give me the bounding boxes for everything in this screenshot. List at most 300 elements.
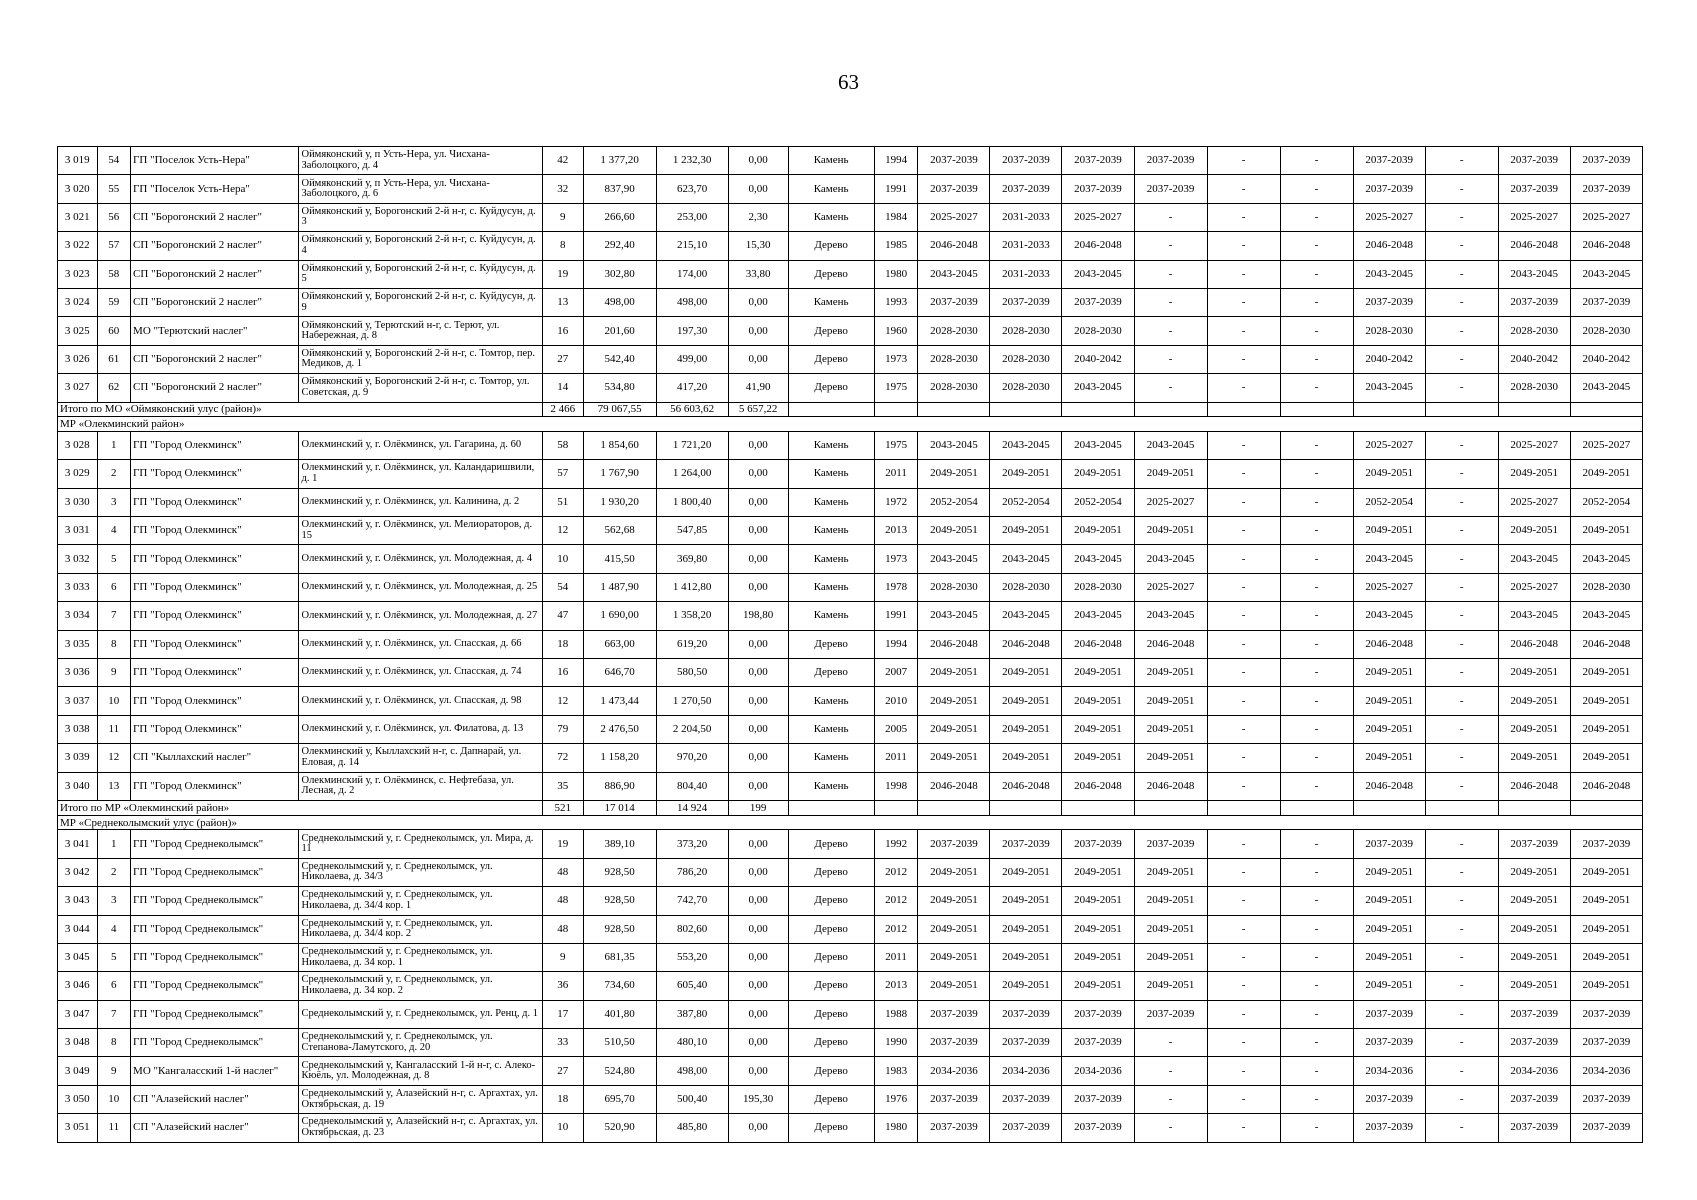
- repair-sewerage-cell: 2049-2051: [1353, 460, 1425, 488]
- nonresidential-area-cell: 198,80: [728, 602, 788, 630]
- record-number-cell: 3 027: [58, 374, 98, 402]
- repair-gas-cell: -: [1425, 772, 1498, 800]
- repair-foundation-cell: 2028-2030: [1062, 317, 1134, 345]
- repair-roof-cell: 2037-2039: [918, 288, 990, 316]
- build-year-cell: 2007: [874, 659, 918, 687]
- nonresidential-area-cell: 0,00: [728, 687, 788, 715]
- residents-cell: 42: [543, 147, 584, 175]
- table-row: [58, 1029, 1643, 1057]
- repair-heating-cell: 2049-2051: [1134, 943, 1207, 971]
- repair-electric-cell: 2049-2051: [1498, 659, 1570, 687]
- repair-basement-cell: 2037-2039: [1570, 288, 1642, 316]
- repair-cold-water-cell: -: [1280, 915, 1353, 943]
- record-number-cell: 3 022: [58, 232, 98, 260]
- repair-cold-water-cell: -: [1280, 317, 1353, 345]
- repair-hot-water-cell: -: [1207, 1029, 1280, 1057]
- repair-roof-cell: 2049-2051: [918, 943, 990, 971]
- repair-facade-cell: 2049-2051: [990, 659, 1062, 687]
- repair-facade-cell: 2037-2039: [990, 288, 1062, 316]
- record-number-cell: 3 033: [58, 573, 98, 601]
- empty-cell: [1207, 800, 1280, 815]
- record-number-cell: 3 032: [58, 545, 98, 573]
- row-number-cell: 3: [97, 488, 130, 516]
- repair-cold-water-cell: -: [1280, 203, 1353, 231]
- repair-heating-cell: -: [1134, 1114, 1207, 1142]
- repair-hot-water-cell: -: [1207, 175, 1280, 203]
- repair-foundation-cell: 2037-2039: [1062, 147, 1134, 175]
- repair-roof-cell: 2028-2030: [918, 374, 990, 402]
- living-area-cell: 1 358,20: [656, 602, 728, 630]
- repair-hot-water-cell: -: [1207, 915, 1280, 943]
- repair-basement-cell: 2043-2045: [1570, 602, 1642, 630]
- residents-cell: 9: [543, 203, 584, 231]
- record-number-cell: 3 036: [58, 659, 98, 687]
- wall-material-cell: Камень: [788, 460, 874, 488]
- repair-electric-cell: 2049-2051: [1498, 460, 1570, 488]
- wall-material-cell: Камень: [788, 687, 874, 715]
- repair-facade-cell: 2049-2051: [990, 887, 1062, 915]
- living-area-cell: 1 270,50: [656, 687, 728, 715]
- repair-cold-water-cell: -: [1280, 687, 1353, 715]
- repair-foundation-cell: 2037-2039: [1062, 1000, 1134, 1028]
- repair-sewerage-cell: 2025-2027: [1353, 431, 1425, 459]
- repair-roof-cell: 2049-2051: [918, 972, 990, 1000]
- address-cell: Олекминский у, г. Олёкминск, ул. Калинина, д. 2: [299, 488, 543, 516]
- repair-gas-cell: -: [1425, 744, 1498, 772]
- living-area-cell: 804,40: [656, 772, 728, 800]
- row-number-cell: 59: [97, 288, 130, 316]
- build-year-cell: 1990: [874, 1029, 918, 1057]
- repair-sewerage-cell: 2046-2048: [1353, 232, 1425, 260]
- repair-roof-cell: 2043-2045: [918, 260, 990, 288]
- total-area-cell: 498,00: [583, 288, 656, 316]
- repair-facade-cell: 2031-2033: [990, 203, 1062, 231]
- repair-hot-water-cell: -: [1207, 317, 1280, 345]
- row-number-cell: 7: [97, 1000, 130, 1028]
- repair-sewerage-cell: 2037-2039: [1353, 830, 1425, 858]
- repair-foundation-cell: 2046-2048: [1062, 630, 1134, 658]
- municipality-cell: ГП "Поселок Усть-Нера": [131, 175, 299, 203]
- address-cell: Олекминский у, г. Олёкминск, ул. Молодежная, д. 27: [299, 602, 543, 630]
- repair-cold-water-cell: -: [1280, 772, 1353, 800]
- row-number-cell: 10: [97, 687, 130, 715]
- repair-hot-water-cell: -: [1207, 288, 1280, 316]
- total-value: 521: [543, 800, 584, 815]
- living-area-cell: 623,70: [656, 175, 728, 203]
- repair-hot-water-cell: -: [1207, 630, 1280, 658]
- living-area-cell: 619,20: [656, 630, 728, 658]
- repair-foundation-cell: 2046-2048: [1062, 232, 1134, 260]
- repair-electric-cell: 2037-2039: [1498, 1029, 1570, 1057]
- repair-cold-water-cell: -: [1280, 1114, 1353, 1142]
- empty-cell: [1425, 800, 1498, 815]
- repair-cold-water-cell: -: [1280, 630, 1353, 658]
- total-area-cell: 510,50: [583, 1029, 656, 1057]
- repair-sewerage-cell: 2040-2042: [1353, 345, 1425, 373]
- municipality-cell: СП "Борогонский 2 наслег": [131, 232, 299, 260]
- repair-hot-water-cell: -: [1207, 517, 1280, 545]
- address-cell: Оймяконский у, п Усть-Нера, ул. Чисхана-Заболоцкого, д. 6: [299, 175, 543, 203]
- repair-gas-cell: -: [1425, 972, 1498, 1000]
- repair-facade-cell: 2028-2030: [990, 374, 1062, 402]
- repair-facade-cell: 2037-2039: [990, 175, 1062, 203]
- repair-roof-cell: 2043-2045: [918, 545, 990, 573]
- record-number-cell: 3 040: [58, 772, 98, 800]
- residents-cell: 12: [543, 517, 584, 545]
- wall-material-cell: Дерево: [788, 260, 874, 288]
- repair-cold-water-cell: -: [1280, 1000, 1353, 1028]
- repair-facade-cell: 2046-2048: [990, 630, 1062, 658]
- repair-basement-cell: 2037-2039: [1570, 1114, 1642, 1142]
- total-area-cell: 734,60: [583, 972, 656, 1000]
- address-cell: Среднеколымский у, Алазейский н-г, с. Аргахтах, ул. Октябрьская, д. 19: [299, 1085, 543, 1113]
- build-year-cell: 1975: [874, 431, 918, 459]
- address-cell: Оймяконский у, Борогонский 2-й н-г, с. Куйдусун, д. 5: [299, 260, 543, 288]
- wall-material-cell: Камень: [788, 175, 874, 203]
- repair-heating-cell: -: [1134, 317, 1207, 345]
- empty-cell: [1570, 402, 1642, 417]
- repair-electric-cell: 2037-2039: [1498, 1114, 1570, 1142]
- repair-basement-cell: 2049-2051: [1570, 858, 1642, 886]
- repair-heating-cell: 2025-2027: [1134, 488, 1207, 516]
- record-number-cell: 3 023: [58, 260, 98, 288]
- table-row: [58, 1085, 1643, 1113]
- living-area-cell: 786,20: [656, 858, 728, 886]
- repair-basement-cell: 2049-2051: [1570, 887, 1642, 915]
- municipality-cell: СП "Алазейский наслег": [131, 1085, 299, 1113]
- repair-basement-cell: 2037-2039: [1570, 1085, 1642, 1113]
- repair-heating-cell: -: [1134, 232, 1207, 260]
- repair-foundation-cell: 2028-2030: [1062, 573, 1134, 601]
- repair-basement-cell: 2049-2051: [1570, 744, 1642, 772]
- empty-cell: [788, 800, 874, 815]
- living-area-cell: 499,00: [656, 345, 728, 373]
- nonresidential-area-cell: 0,00: [728, 345, 788, 373]
- nonresidential-area-cell: 0,00: [728, 431, 788, 459]
- repair-facade-cell: 2031-2033: [990, 232, 1062, 260]
- residents-cell: 48: [543, 887, 584, 915]
- empty-cell: [990, 402, 1062, 417]
- repair-gas-cell: -: [1425, 232, 1498, 260]
- municipality-cell: ГП "Город Олекминск": [131, 659, 299, 687]
- total-area-cell: 201,60: [583, 317, 656, 345]
- row-number-cell: 12: [97, 744, 130, 772]
- table-row: [58, 460, 1643, 488]
- repair-heating-cell: -: [1134, 1057, 1207, 1085]
- repair-electric-cell: 2049-2051: [1498, 715, 1570, 743]
- nonresidential-area-cell: 15,30: [728, 232, 788, 260]
- repair-foundation-cell: 2049-2051: [1062, 858, 1134, 886]
- repair-gas-cell: -: [1425, 545, 1498, 573]
- residents-cell: 16: [543, 317, 584, 345]
- residents-cell: 8: [543, 232, 584, 260]
- row-number-cell: 6: [97, 573, 130, 601]
- repair-cold-water-cell: -: [1280, 943, 1353, 971]
- repair-cold-water-cell: -: [1280, 830, 1353, 858]
- table-row: [58, 887, 1643, 915]
- repair-foundation-cell: 2043-2045: [1062, 545, 1134, 573]
- empty-cell: [1062, 402, 1134, 417]
- repair-electric-cell: 2037-2039: [1498, 288, 1570, 316]
- row-number-cell: 7: [97, 602, 130, 630]
- repair-electric-cell: 2025-2027: [1498, 573, 1570, 601]
- municipality-cell: СП "Борогонский 2 наслег": [131, 288, 299, 316]
- repair-heating-cell: -: [1134, 260, 1207, 288]
- total-area-cell: 886,90: [583, 772, 656, 800]
- build-year-cell: 1985: [874, 232, 918, 260]
- repair-cold-water-cell: -: [1280, 744, 1353, 772]
- total-area-cell: 1 767,90: [583, 460, 656, 488]
- repair-sewerage-cell: 2037-2039: [1353, 1029, 1425, 1057]
- build-year-cell: 1973: [874, 545, 918, 573]
- repair-roof-cell: 2049-2051: [918, 858, 990, 886]
- record-number-cell: 3 020: [58, 175, 98, 203]
- nonresidential-area-cell: 0,00: [728, 1057, 788, 1085]
- repair-roof-cell: 2046-2048: [918, 630, 990, 658]
- row-number-cell: 2: [97, 858, 130, 886]
- repair-electric-cell: 2049-2051: [1498, 687, 1570, 715]
- repair-basement-cell: 2025-2027: [1570, 203, 1642, 231]
- repair-hot-water-cell: -: [1207, 1057, 1280, 1085]
- repair-electric-cell: 2046-2048: [1498, 630, 1570, 658]
- repair-cold-water-cell: -: [1280, 715, 1353, 743]
- repair-facade-cell: 2049-2051: [990, 715, 1062, 743]
- wall-material-cell: Камень: [788, 431, 874, 459]
- row-number-cell: 11: [97, 715, 130, 743]
- table-row: [58, 488, 1643, 516]
- repair-gas-cell: -: [1425, 1000, 1498, 1028]
- repair-cold-water-cell: -: [1280, 972, 1353, 1000]
- build-year-cell: 2011: [874, 943, 918, 971]
- wall-material-cell: Камень: [788, 602, 874, 630]
- row-number-cell: 62: [97, 374, 130, 402]
- repair-roof-cell: 2049-2051: [918, 687, 990, 715]
- repair-roof-cell: 2052-2054: [918, 488, 990, 516]
- living-area-cell: 174,00: [656, 260, 728, 288]
- nonresidential-area-cell: 0,00: [728, 147, 788, 175]
- repair-electric-cell: 2025-2027: [1498, 431, 1570, 459]
- repair-roof-cell: 2037-2039: [918, 175, 990, 203]
- repair-heating-cell: 2049-2051: [1134, 715, 1207, 743]
- table-row: [58, 175, 1643, 203]
- repair-sewerage-cell: 2046-2048: [1353, 630, 1425, 658]
- repair-basement-cell: 2037-2039: [1570, 830, 1642, 858]
- repair-gas-cell: -: [1425, 1114, 1498, 1142]
- repair-hot-water-cell: -: [1207, 488, 1280, 516]
- residents-cell: 58: [543, 431, 584, 459]
- repair-basement-cell: 2034-2036: [1570, 1057, 1642, 1085]
- table-row: [58, 630, 1643, 658]
- repair-electric-cell: 2028-2030: [1498, 374, 1570, 402]
- repair-foundation-cell: 2049-2051: [1062, 744, 1134, 772]
- repair-electric-cell: 2049-2051: [1498, 943, 1570, 971]
- page-number: 63: [838, 70, 859, 94]
- repair-gas-cell: -: [1425, 488, 1498, 516]
- living-area-cell: 498,00: [656, 288, 728, 316]
- table-row: [58, 203, 1643, 231]
- residents-cell: 12: [543, 687, 584, 715]
- total-area-cell: 837,90: [583, 175, 656, 203]
- repair-facade-cell: 2049-2051: [990, 460, 1062, 488]
- row-number-cell: 10: [97, 1085, 130, 1113]
- repair-electric-cell: 2037-2039: [1498, 1085, 1570, 1113]
- residents-cell: 17: [543, 1000, 584, 1028]
- row-number-cell: 9: [97, 659, 130, 687]
- residents-cell: 32: [543, 175, 584, 203]
- repair-electric-cell: 2025-2027: [1498, 488, 1570, 516]
- row-number-cell: 3: [97, 887, 130, 915]
- wall-material-cell: Дерево: [788, 887, 874, 915]
- nonresidential-area-cell: 33,80: [728, 260, 788, 288]
- repair-gas-cell: -: [1425, 431, 1498, 459]
- repair-basement-cell: 2049-2051: [1570, 687, 1642, 715]
- total-value: 79 067,55: [583, 402, 656, 417]
- address-cell: Оймяконский у, п Усть-Нера, ул. Чисхана-Заболоцкого, д. 4: [299, 147, 543, 175]
- repair-cold-water-cell: -: [1280, 460, 1353, 488]
- build-year-cell: 2012: [874, 887, 918, 915]
- build-year-cell: 1984: [874, 203, 918, 231]
- address-cell: Среднеколымский у, г. Среднеколымск, ул. Николаева, д. 34 кор. 1: [299, 943, 543, 971]
- wall-material-cell: Камень: [788, 517, 874, 545]
- total-area-cell: 695,70: [583, 1085, 656, 1113]
- address-cell: Олекминский у, г. Олёкминск, ул. Спасская, д. 66: [299, 630, 543, 658]
- table-row: [58, 374, 1643, 402]
- repair-electric-cell: 2049-2051: [1498, 858, 1570, 886]
- table-body: [58, 147, 1643, 1143]
- address-cell: Среднеколымский у, г. Среднеколымск, ул. Николаева, д. 34 кор. 2: [299, 972, 543, 1000]
- repair-gas-cell: -: [1425, 374, 1498, 402]
- municipality-cell: ГП "Город Олекминск": [131, 630, 299, 658]
- row-number-cell: 8: [97, 1029, 130, 1057]
- repair-foundation-cell: 2037-2039: [1062, 1114, 1134, 1142]
- repair-cold-water-cell: -: [1280, 887, 1353, 915]
- total-value: 199: [728, 800, 788, 815]
- record-number-cell: 3 046: [58, 972, 98, 1000]
- repair-basement-cell: 2037-2039: [1570, 147, 1642, 175]
- address-cell: Олекминский у, г. Олёкминск, с. Нефтебаза, ул. Лесная, д. 2: [299, 772, 543, 800]
- build-year-cell: 1992: [874, 830, 918, 858]
- build-year-cell: 1972: [874, 488, 918, 516]
- living-area-cell: 547,85: [656, 517, 728, 545]
- table-row: [58, 288, 1643, 316]
- nonresidential-area-cell: 0,00: [728, 943, 788, 971]
- table-row: [58, 317, 1643, 345]
- nonresidential-area-cell: 0,00: [728, 858, 788, 886]
- table-row: [58, 858, 1643, 886]
- repair-gas-cell: -: [1425, 345, 1498, 373]
- residents-cell: 48: [543, 915, 584, 943]
- repair-facade-cell: 2037-2039: [990, 1114, 1062, 1142]
- repair-sewerage-cell: 2037-2039: [1353, 175, 1425, 203]
- total-area-cell: 928,50: [583, 858, 656, 886]
- total-area-cell: 928,50: [583, 887, 656, 915]
- repair-facade-cell: 2031-2033: [990, 260, 1062, 288]
- total-area-cell: 681,35: [583, 943, 656, 971]
- repair-cold-water-cell: -: [1280, 602, 1353, 630]
- address-cell: Среднеколымский у, г. Среднеколымск, ул. Ренц, д. 1: [299, 1000, 543, 1028]
- wall-material-cell: Камень: [788, 147, 874, 175]
- living-area-cell: 485,80: [656, 1114, 728, 1142]
- record-number-cell: 3 019: [58, 147, 98, 175]
- repair-foundation-cell: 2043-2045: [1062, 374, 1134, 402]
- repair-foundation-cell: 2049-2051: [1062, 972, 1134, 1000]
- repair-basement-cell: 2049-2051: [1570, 659, 1642, 687]
- repair-facade-cell: 2034-2036: [990, 1057, 1062, 1085]
- repair-heating-cell: 2049-2051: [1134, 744, 1207, 772]
- repair-roof-cell: 2049-2051: [918, 744, 990, 772]
- record-number-cell: 3 031: [58, 517, 98, 545]
- repair-cold-water-cell: -: [1280, 1057, 1353, 1085]
- total-area-cell: 1 690,00: [583, 602, 656, 630]
- repair-hot-water-cell: -: [1207, 659, 1280, 687]
- nonresidential-area-cell: 0,00: [728, 1000, 788, 1028]
- repair-gas-cell: -: [1425, 203, 1498, 231]
- record-number-cell: 3 030: [58, 488, 98, 516]
- repair-sewerage-cell: 2028-2030: [1353, 317, 1425, 345]
- row-number-cell: 9: [97, 1057, 130, 1085]
- nonresidential-area-cell: 0,00: [728, 972, 788, 1000]
- living-area-cell: 802,60: [656, 915, 728, 943]
- repair-foundation-cell: 2049-2051: [1062, 887, 1134, 915]
- residents-cell: 57: [543, 460, 584, 488]
- total-area-cell: 266,60: [583, 203, 656, 231]
- wall-material-cell: Дерево: [788, 1057, 874, 1085]
- residents-cell: 27: [543, 1057, 584, 1085]
- wall-material-cell: Дерево: [788, 374, 874, 402]
- table-row: [58, 260, 1643, 288]
- table-row: [58, 830, 1643, 858]
- repair-gas-cell: -: [1425, 517, 1498, 545]
- repair-electric-cell: 2034-2036: [1498, 1057, 1570, 1085]
- repair-gas-cell: -: [1425, 630, 1498, 658]
- repair-gas-cell: -: [1425, 1085, 1498, 1113]
- repair-sewerage-cell: 2049-2051: [1353, 887, 1425, 915]
- build-year-cell: 1998: [874, 772, 918, 800]
- total-value: 5 657,22: [728, 402, 788, 417]
- record-number-cell: 3 039: [58, 744, 98, 772]
- repair-foundation-cell: 2049-2051: [1062, 715, 1134, 743]
- repair-sewerage-cell: 2037-2039: [1353, 1114, 1425, 1142]
- row-number-cell: 1: [97, 830, 130, 858]
- repair-electric-cell: 2049-2051: [1498, 744, 1570, 772]
- repair-sewerage-cell: 2043-2045: [1353, 545, 1425, 573]
- repair-sewerage-cell: 2037-2039: [1353, 288, 1425, 316]
- nonresidential-area-cell: 0,00: [728, 915, 788, 943]
- empty-cell: [1498, 402, 1570, 417]
- record-number-cell: 3 048: [58, 1029, 98, 1057]
- repair-facade-cell: 2037-2039: [990, 147, 1062, 175]
- repair-electric-cell: 2043-2045: [1498, 602, 1570, 630]
- table-row: [58, 772, 1643, 800]
- table-row: [58, 659, 1643, 687]
- repair-basement-cell: 2028-2030: [1570, 573, 1642, 601]
- municipality-cell: ГП "Город Среднеколымск": [131, 943, 299, 971]
- repair-hot-water-cell: -: [1207, 345, 1280, 373]
- repair-sewerage-cell: 2037-2039: [1353, 147, 1425, 175]
- repair-foundation-cell: 2043-2045: [1062, 602, 1134, 630]
- record-number-cell: 3 044: [58, 915, 98, 943]
- repair-electric-cell: 2037-2039: [1498, 1000, 1570, 1028]
- repair-foundation-cell: 2034-2036: [1062, 1057, 1134, 1085]
- repair-heating-cell: 2046-2048: [1134, 772, 1207, 800]
- municipality-cell: ГП "Город Среднеколымск": [131, 858, 299, 886]
- build-year-cell: 2013: [874, 517, 918, 545]
- repair-hot-water-cell: -: [1207, 460, 1280, 488]
- record-number-cell: 3 026: [58, 345, 98, 373]
- repair-sewerage-cell: 2052-2054: [1353, 488, 1425, 516]
- total-area-cell: 302,80: [583, 260, 656, 288]
- build-year-cell: 1973: [874, 345, 918, 373]
